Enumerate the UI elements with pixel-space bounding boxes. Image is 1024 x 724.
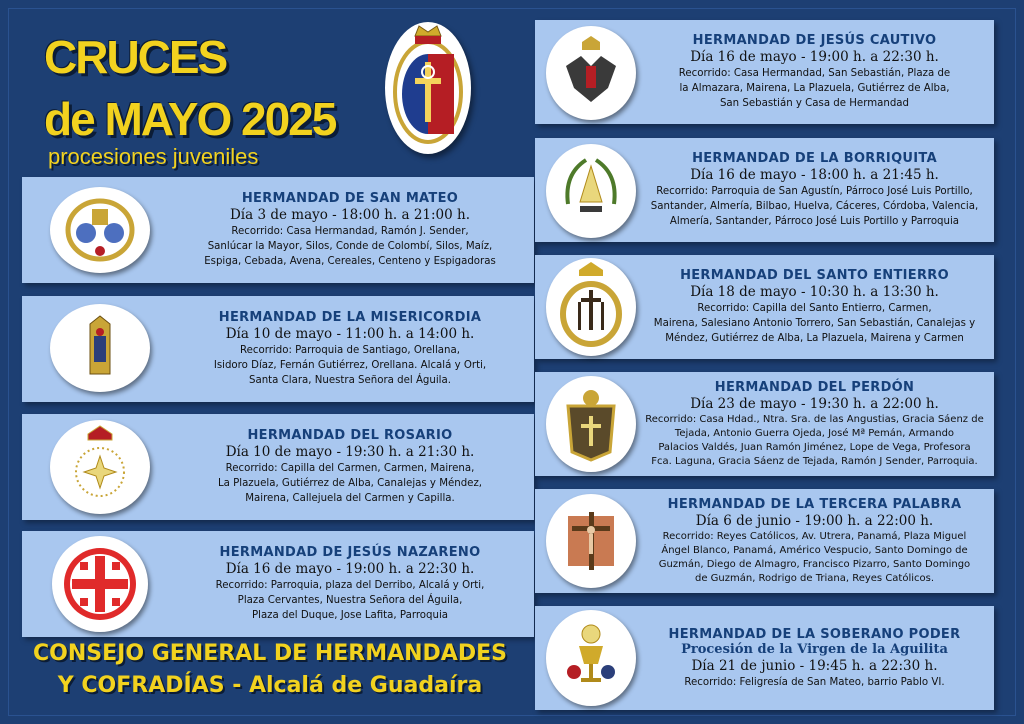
misericordia-emblem-icon: [50, 304, 150, 392]
card-title: HERMANDAD DEL ROSARIO: [247, 428, 453, 443]
card-route-line: Isidoro Díaz, Fernán Gutiérrez, Orellana. Alcalá y Orti,: [213, 360, 487, 371]
card-route-line: Palacios Valdés, Juan Ramón Jiménez, Lope de Vega, Profesora: [658, 441, 971, 453]
card-route-line: Recorrido: Capilla del Carmen, Carmen, Mairena,: [225, 463, 475, 474]
card-route-line: San Sebastián y Casa de Hermandad: [719, 98, 910, 109]
san-mateo-emblem-icon: [50, 187, 150, 273]
card-route-line: Méndez, Gutiérrez de Alba, La Plazuela, Mairena y Carmen: [665, 333, 964, 344]
card-title: HERMANDAD DEL SANTO ENTIERRO: [680, 268, 949, 283]
card-date: Día 3 de mayo - 18:00 h. a 21:00 h.: [229, 207, 471, 223]
page-title-line1: CRUCES: [44, 31, 227, 83]
card-route-line: Santander, Almería, Bilbao, Huelva, Cáceres, Córdoba, Valencia,: [650, 201, 979, 212]
card-route-line: Guzmán, Diego de Almagro, Francisco Pizarro, Santo Domingo: [658, 558, 971, 570]
card-route-line: Recorrido: Reyes Católicos, Av. Utrera, Panamá, Plaza Miguel: [662, 530, 967, 542]
page-title-line2: de MAYO 2025: [44, 93, 336, 145]
card-route-line: Ángel Blanco, Panamá, Américo Vespucio, Santo Domingo de: [661, 544, 968, 556]
perdon-emblem-icon: [546, 376, 636, 472]
card-route-line: Recorrido: Casa Hermandad, Ramón J. Sender,: [231, 226, 469, 237]
card-title: HERMANDAD DE SAN MATEO: [241, 191, 459, 206]
card-title: HERMANDAD DE LA BORRIQUITA: [692, 151, 937, 166]
card-route-line: la Almazara, Mairena, La Plazuela, Gutiérrez de Alba,: [679, 83, 950, 94]
card-date: Día 21 de junio - 19:45 h. a 22:30 h.: [691, 657, 938, 674]
card-date: Día 6 de junio - 19:00 h. a 22:00 h.: [695, 512, 934, 529]
card-title: HERMANDAD DE LA TERCERA PALABRA: [667, 496, 962, 512]
chalice-emblem-icon: [546, 610, 636, 706]
card-date: Día 16 de mayo - 19:00 h. a 22:30 h.: [225, 561, 475, 577]
card-title: HERMANDAD DE JESÚS CAUTIVO: [692, 33, 937, 48]
footer-line2: Y COFRADÍAS - Alcalá de Guadaíra: [57, 673, 483, 698]
card-route-line: Recorrido: Parroquia de Santiago, Orellana,: [240, 345, 460, 356]
page-subtitle: procesiones juveniles: [48, 144, 259, 169]
double-eagle-emblem-icon: [546, 26, 636, 120]
jerusalem-cross-emblem-icon: [52, 536, 148, 632]
three-crosses-emblem-icon: [546, 258, 636, 356]
card-route-line: Tejada, Antonio Guerra Ojeda, José Mª Pemán, Armando: [674, 427, 955, 439]
card-title: HERMANDAD DE LA SOBERANO PODER: [668, 626, 961, 642]
card-route-line: Recorrido: Casa Hermandad, San Sebastián, Plaza de: [678, 68, 951, 79]
rosario-emblem-icon: [50, 420, 150, 514]
card-date: Día 10 de mayo - 19:30 h. a 21:30 h.: [225, 444, 475, 460]
card-route-line: Espiga, Cebada, Avena, Cereales, Centeno y Espigadoras: [204, 256, 496, 267]
card-route-line: Plaza del Duque, Jose Lafita, Parroquia: [251, 610, 449, 621]
cross-emblem-icon: [385, 22, 471, 154]
card-route-line: de Guzmán, Rodrigo de Triana, Reyes Católicos.: [694, 572, 935, 584]
card-subtitle: Procesión de la Virgen de la Aguilita: [681, 641, 948, 657]
card-date: Día 16 de mayo - 18:00 h. a 21:45 h.: [690, 167, 939, 183]
card-route-line: Mairena, Callejuela del Carmen y Capilla.: [245, 493, 455, 504]
palm-wreath-emblem-icon: [546, 144, 636, 238]
card-route-line: Recorrido: Feligresía de San Mateo, barrio Pablo VI.: [684, 676, 945, 688]
card-route-line: Recorrido: Parroquia, plaza del Derribo, Alcalá y Orti,: [215, 580, 485, 591]
card-title: HERMANDAD DEL PERDÓN: [714, 379, 915, 395]
card-route-line: La Plazuela, Gutiérrez de Alba, Canalejas y Méndez,: [217, 478, 483, 489]
card-route-line: Recorrido: Parroquia de San Agustín, Párroco José Luis Portillo,: [656, 186, 973, 197]
card-route-line: Santa Clara, Nuestra Señora del Águila.: [249, 375, 451, 386]
card-title: HERMANDAD DE JESÚS NAZARENO: [219, 545, 481, 560]
card-route-line: Recorrido: Capilla del Santo Entierro, Carmen,: [697, 303, 932, 314]
footer-line1: CONSEJO GENERAL DE HERMANDADES: [33, 641, 507, 666]
card-route-line: Mairena, Salesiano Antonio Torrero, San Sebastián, Canalejas y: [653, 318, 976, 329]
card-date: Día 16 de mayo - 19:00 h. a 22:30 h.: [690, 49, 939, 65]
card-route-line: Almería, Santander, Párroco José Luis Portillo y Parroquia: [669, 216, 960, 227]
card-route-line: Recorrido: Casa Hdad., Ntra. Sra. de las Angustias, Gracia Sáenz de: [645, 413, 984, 425]
card-date: Día 23 de mayo - 19:30 h. a 22:00 h.: [690, 395, 939, 412]
card-route-line: Fca. Laguna, Gracia Sáenz de Tejada, Ramón J Sender, Parroquia.: [651, 455, 978, 467]
card-date: Día 18 de mayo - 10:30 h. a 13:30 h.: [690, 284, 939, 300]
card-date: Día 10 de mayo - 11:00 h. a 14:00 h.: [225, 326, 475, 342]
card-route-line: Plaza Cervantes, Nuestra Señora del Águila,: [237, 595, 463, 606]
card-title: HERMANDAD DE LA MISERICORDIA: [218, 310, 482, 325]
card-route-line: Sanlúcar la Mayor, Silos, Conde de Colombí, Silos, Maíz,: [207, 241, 493, 252]
crucifix-emblem-icon: [546, 494, 636, 588]
